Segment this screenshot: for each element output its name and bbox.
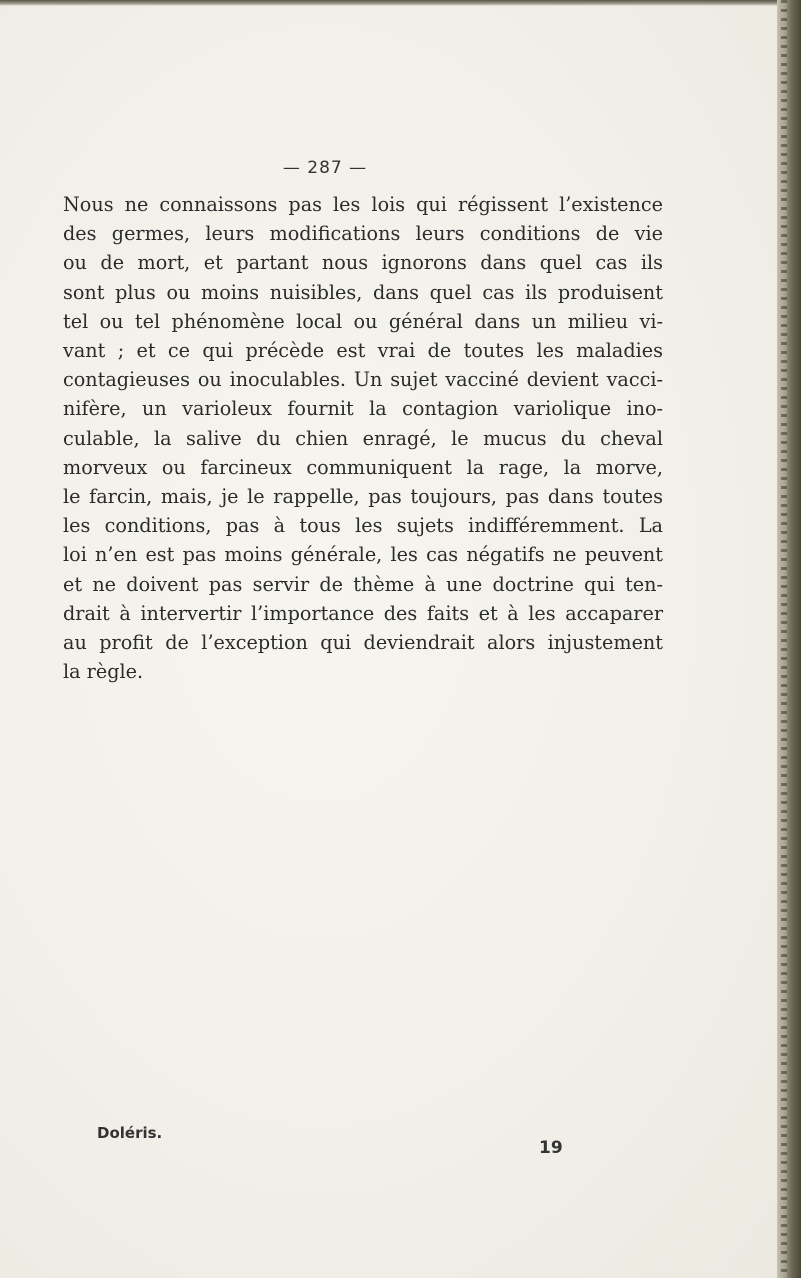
sheet-number: 19 <box>539 1138 563 1158</box>
text-line: les conditions, pas à tous les sujets indifféremment. La <box>63 514 663 538</box>
page-right-edge <box>777 0 801 1278</box>
text-line: sont plus ou moins nuisibles, dans quel cas ils produisent <box>63 280 663 304</box>
text-line: Nous ne connaissons pas les lois qui régissent l’existence <box>63 193 663 216</box>
text-line: des germes, leurs modifications leurs conditions de vie <box>63 222 663 246</box>
text-line: ou de mort, et partant nous ignorons dans quel cas ils <box>63 251 663 275</box>
text-line: drait à intervertir l’importance des faits et à les accaparer <box>63 601 663 625</box>
text-line: culable, la salive du chien enragé, le mucus du cheval <box>63 426 663 450</box>
page-top-edge <box>0 0 801 6</box>
footer-signature: Doléris. <box>97 1124 163 1142</box>
text-line: morveux ou farcineux communiquent la rage, la morve, <box>63 455 663 479</box>
text-line: vant ; et ce qui précède est vrai de toutes les maladies <box>63 339 663 363</box>
text-line: et ne doivent pas servir de thème à une doctrine qui ten- <box>63 572 663 596</box>
text-line: loi n’en est pas moins générale, les cas négatifs ne peuvent <box>63 543 663 567</box>
text-line: au profit de l’exception qui deviendrait alors injustement <box>63 631 663 655</box>
text-line: la règle. <box>63 660 144 684</box>
page-number: — 287 — <box>282 158 368 178</box>
text-line: tel ou tel phénomène local ou général dans un milieu vi- <box>63 309 663 333</box>
body-paragraph <box>63 190 663 686</box>
text-line: nifère, un varioleux fournit la contagion variolique ino- <box>63 397 663 421</box>
text-line: le farcin, mais, je le rappelle, pas toujours, pas dans toutes <box>63 485 663 509</box>
text-line: contagieuses ou inoculables. Un sujet vacciné devient vacci- <box>63 368 663 392</box>
